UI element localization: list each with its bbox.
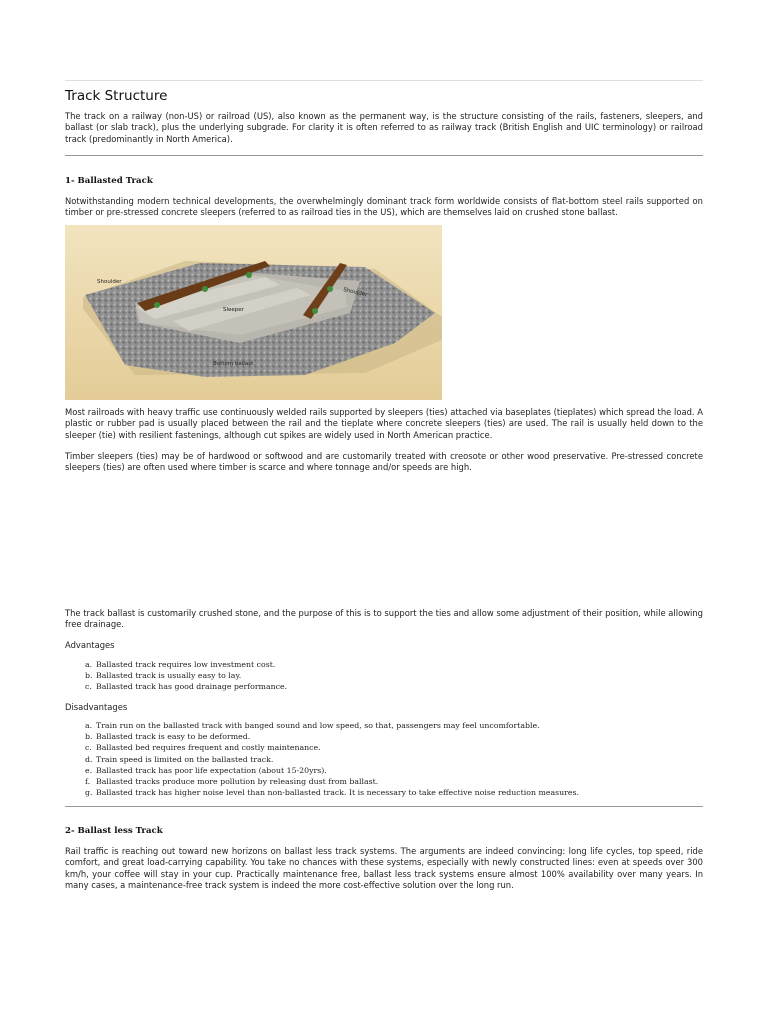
figure-label-shoulder-right: Shoulder bbox=[342, 287, 368, 299]
list-item: c. Ballasted bed requires frequent and costly maintenance. bbox=[85, 743, 321, 753]
ballasted-track-figure bbox=[65, 225, 442, 400]
intro-paragraph: The track on a railway (non-US) or railroad (US), also known as the permanent way, is the structure consisting of the rails, fasteners, sleepers, and ballast (or slab track), plus the underlying subgrade. For clarity it is often referred to as railway track (British English and UIC terminology) or railroad track (predominantly in North America). bbox=[65, 111, 703, 144]
section-heading-ballasted: 1- Ballasted Track bbox=[65, 176, 153, 186]
figure-label-bottom-ballast: Bottom ballast bbox=[213, 361, 254, 367]
fastener bbox=[312, 308, 318, 314]
ballasted-track-illustration bbox=[65, 225, 442, 400]
ballastless-paragraph: Rail traffic is reaching out toward new horizons on ballast less track systems. The arguments are indeed convincing: long life cycles, top speed, ride comfort, and great load-carrying capability. You take no chances with these systems, especially with newly constructed lines: even at speeds over 300 km/h, your coffee will stay in your cup. Practically maintenance free, ballast less track systems ensure almost 100% availability over many years. In many cases, a maintenance-free track system is indeed the more cost-effective solution over the long run. bbox=[65, 846, 703, 891]
figure-label-sleeper: Sleeper bbox=[223, 307, 244, 313]
list-item: f. Ballasted tracks produce more pollution by releasing dust from ballast. bbox=[85, 777, 379, 787]
list-item: g. Ballasted track has higher noise level than non-ballasted track. It is necessary to take effective noise reduction measures. bbox=[85, 788, 579, 798]
list-item: d. Train speed is limited on the ballasted track. bbox=[85, 754, 274, 764]
advantages-list bbox=[65, 659, 723, 693]
disadvantages-list bbox=[65, 720, 723, 798]
fastener bbox=[154, 302, 160, 308]
ballasted-paragraph-2: Most railroads with heavy traffic use continuously welded rails supported by sleepers (ties) attached via baseplates (tieplates) which spread the load. A plastic or rubber pad is usually placed between the rail and the tieplate where concrete sleepers (ties) are used. The rail is usually held down to the sleeper (tie) with resilient fastenings, although cut spikes are widely used in North American practice. bbox=[65, 407, 703, 440]
ballasted-intro-paragraph: Notwithstanding modern technical developments, the overwhelmingly dominant track form worldwide consists of flat-bottom steel rails supported on timber or pre-stressed concrete sleepers (referred to as railroad ties in the US), which are themselves laid on crushed stone ballast. bbox=[65, 196, 703, 218]
fastener bbox=[202, 286, 208, 292]
list-item: b. Ballasted track is easy to be deformed. bbox=[85, 732, 251, 742]
list-item: e. Ballasted track has poor life expectation (about 15-20yrs). bbox=[85, 765, 327, 775]
fastener bbox=[246, 272, 252, 278]
top-divider bbox=[65, 80, 703, 81]
section-divider-1 bbox=[65, 155, 703, 156]
list-item: a. Train run on the ballasted track with banged sound and low speed, so that, passengers may feel uncomfortable. bbox=[85, 721, 540, 730]
fastener bbox=[327, 286, 333, 292]
section-divider-2 bbox=[65, 806, 703, 807]
list-item: c. Ballasted track has good drainage performance. bbox=[85, 682, 288, 692]
page-title: Track Structure bbox=[65, 88, 168, 104]
section-heading-ballastless: 2- Ballast less Track bbox=[65, 826, 163, 836]
figure-label-shoulder-left: Shoulder bbox=[97, 279, 122, 285]
list-item: b. Ballasted track is usually easy to lay. bbox=[85, 671, 242, 681]
list-item: a. Ballasted track requires low investment cost. bbox=[85, 660, 276, 669]
disadvantages-label: Disadvantages bbox=[65, 702, 128, 712]
advantages-label: Advantages bbox=[65, 640, 115, 650]
ballasted-paragraph-4: The track ballast is customarily crushed stone, and the purpose of this is to support the ties and allow some adjustment of their position, while allowing free drainage. bbox=[65, 608, 703, 630]
ballasted-paragraph-3: Timber sleepers (ties) may be of hardwood or softwood and are customarily treated with creosote or other wood preservative. Pre-stressed concrete sleepers (ties) are often used where timber is scarce and where tonnage and/or speeds are high. bbox=[65, 451, 703, 473]
